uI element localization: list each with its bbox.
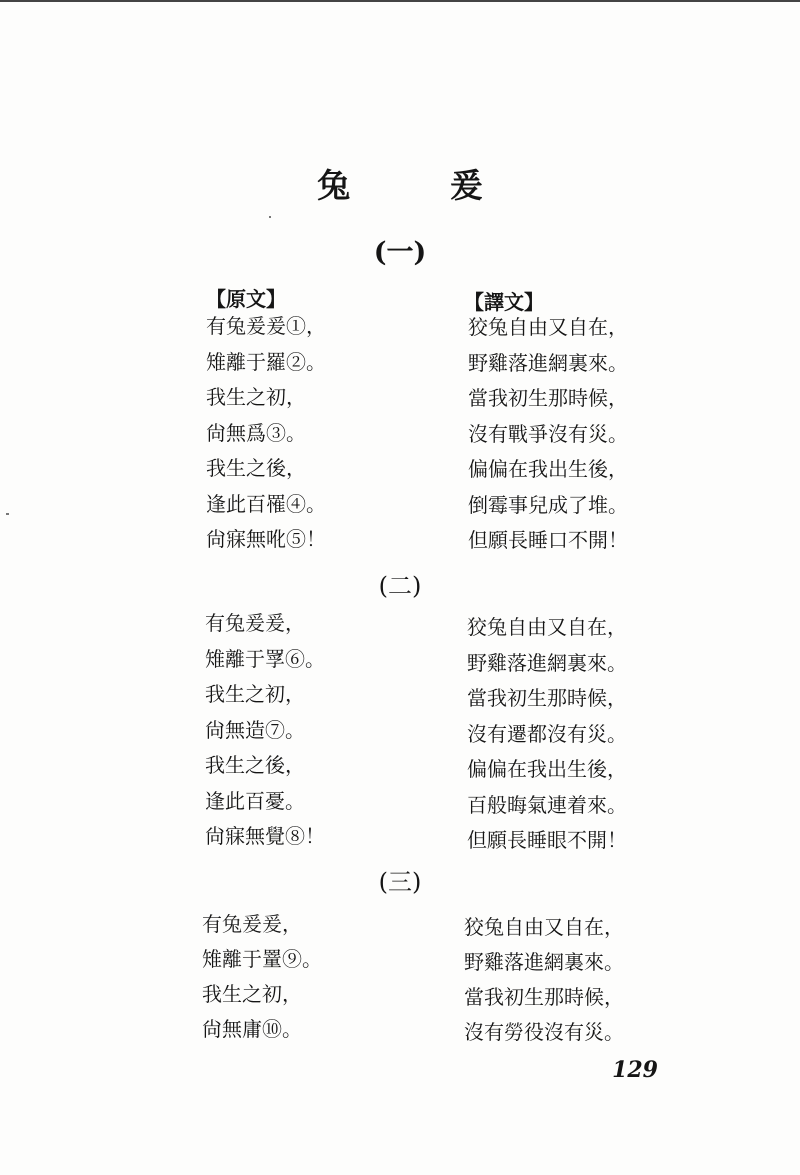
translation-text-label: 【譯文】 [464,290,544,314]
translation-line: 偏偏在我出生後， [467,757,627,781]
original-line: 我生之後， [205,753,305,777]
original-line: 我生之初， [205,682,305,706]
translation-line: 當我初生那時候， [468,386,628,410]
original-verses-2 [205,606,325,855]
poem-title: 兔 爰 [317,166,527,205]
translation-line: 百般晦氣連着來。 [467,792,627,817]
translation-verses-2 [467,610,627,859]
translation-line: 但願長睡眼不開！ [467,828,627,852]
translation-line: 但願長睡口不開！ [468,528,628,552]
original-line: 我生之後， [206,456,306,480]
original-line: 有兔爰爰， [205,611,305,635]
original-line: 尙無爲③。 [206,420,306,445]
scan-speck [269,216,271,218]
original-line: 我生之初， [206,385,306,409]
translation-line: 狡兔自由又自在， [468,315,628,339]
translation-line: 野雞落進網裏來。 [468,350,628,375]
original-line: 逢此百罹④。 [206,491,326,516]
translation-line: 沒有戰爭沒有災。 [468,421,628,446]
scan-speck [6,513,9,515]
translation-line: 沒有勞役沒有災。 [464,1020,624,1044]
section-heading-2: (二) [378,572,422,600]
original-line: 我生之初， [202,982,302,1006]
original-verses-1 [206,309,326,558]
page-number: 129 [612,1057,658,1083]
original-verses-3 [202,907,322,1047]
translation-verses-1 [468,310,628,559]
translation-line: 當我初生那時候， [464,985,624,1009]
original-line: 尙無庸⑩。 [202,1017,302,1041]
translation-line: 狡兔自由又自在， [464,915,624,939]
original-line: 尙無造⑦。 [205,717,305,742]
section-heading-1: (一) [373,237,427,268]
original-line: 有兔爰爰①， [206,314,326,338]
original-line: 雉離于罦⑥。 [205,646,325,671]
translation-verses-3 [464,910,624,1050]
translation-line: 野雞落進網裏來。 [467,650,627,675]
original-line: 尙寐無覺⑧！ [205,824,325,848]
translation-line: 野雞落進網裏來。 [464,950,624,974]
original-line: 尙寐無吪⑤！ [206,527,326,551]
original-line: 雉離于罿⑨。 [202,947,322,971]
translation-line: 偏偏在我出生後， [468,457,628,481]
translation-line: 倒霉事兒成了堆。 [468,492,628,517]
translation-line: 當我初生那時候， [467,686,627,710]
original-line: 有兔爰爰， [202,912,302,936]
original-text-label: 【原文】 [206,287,286,311]
translation-line: 狡兔自由又自在， [467,615,627,639]
original-line: 雉離于羅②。 [206,349,326,374]
section-heading-3: (三) [378,868,422,896]
translation-line: 沒有遷都沒有災。 [467,721,627,746]
original-line: 逢此百憂。 [205,788,305,813]
